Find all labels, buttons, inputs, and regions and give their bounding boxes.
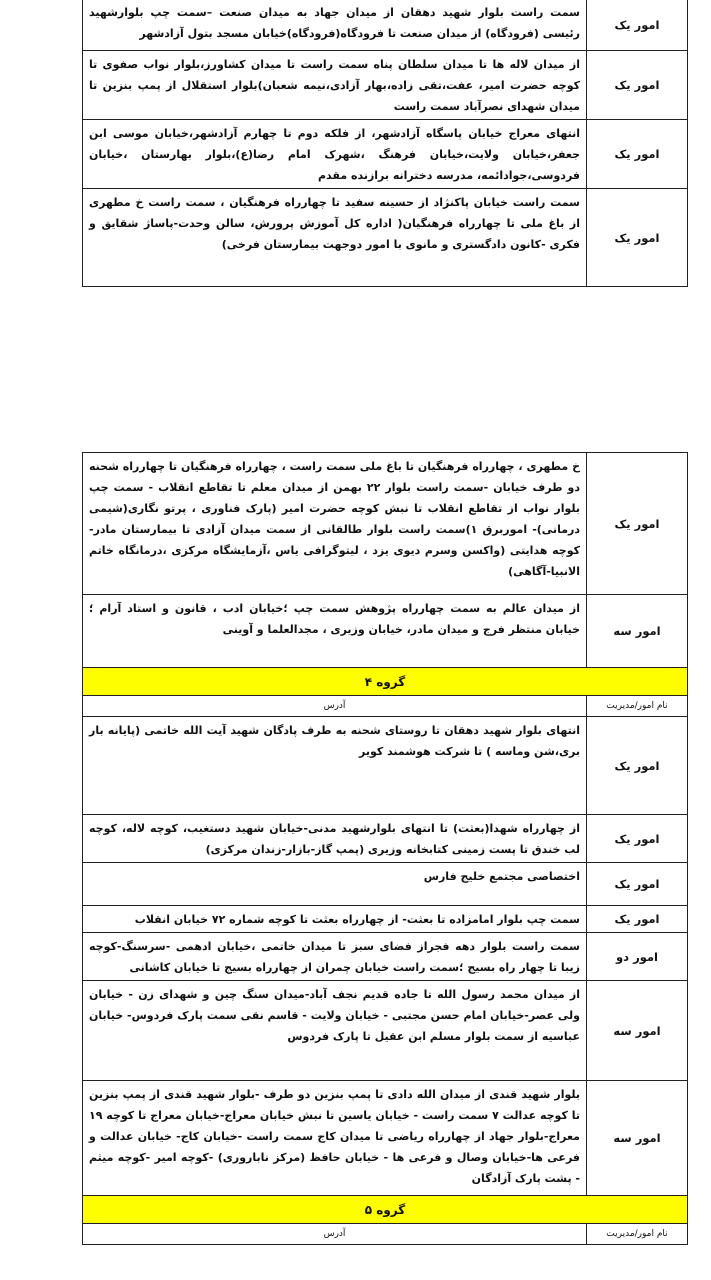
table-row: [83, 0, 688, 51]
outage-table-part-1: [82, 0, 688, 287]
address-cell: سمت راست بلوار شهید دهقان از میدان جهاد به میدان صنعت –سمت چپ بلوارشهید رئیسی (فرودگاه) از میدان صنعت تا فرودگاه(فرودگاه)خیابان مسجد بتول آزادشهر: [83, 0, 587, 51]
address-cell: اختصاصی مجتمع خلیج فارس: [83, 863, 587, 906]
address-cell: از چهارراه شهدا(بعثت) تا انتهای بلوارشهید مدنی-خیابان شهید دستغیب، کوچه لاله، کوچه لب خندق تا پست زمینی کتابخانه وزیری (پمپ گاز-بازار-زندان مرکزی): [83, 815, 587, 863]
outage-table-part-2: [82, 452, 688, 1245]
table-row: [83, 981, 688, 1081]
column-header-row: [83, 1224, 688, 1245]
address-cell: انتهای بلوار شهید دهقان تا روستای شحنه به طرف پادگان شهید آیت الله خاتمی (پایانه بار بری،شن وماسه ) تا شرکت هوشمند کویر: [83, 717, 587, 815]
table-row: [83, 863, 688, 906]
column-header-address: آدرس: [83, 696, 587, 717]
unit-cell: امور یک: [587, 717, 688, 815]
unit-cell: امور سه: [587, 595, 688, 668]
column-header-unit: نام امور/مدیریت: [587, 696, 688, 717]
address-cell: از میدان لاله ها تا میدان سلطان پناه سمت راست تا میدان کشاورز،بلوار نواب صفوی تا کوچه حضرت امیر، عفت،تقی زاده،بهار آزادی،نیمه شعبان)بلوار استقلال از پمپ بنزین تا میدان شهدای نصرآباد سمت راست: [83, 51, 587, 120]
address-cell: سمت راست خیابان پاکنژاد از حسینه سفید تا چهارراه فرهنگیان ، سمت راست خ مطهری از باغ ملی تا چهارراه فرهنگیان( اداره کل آموزش پرورش، سالن وحدت-پاساژ شقایق و فکری -کانون دادگستری و مانوی با امور دوجهت بیمارستان فرخی): [83, 189, 587, 287]
group-5-title: گروه ۵: [83, 1196, 688, 1224]
group-5-header: [83, 1196, 688, 1224]
table-row: [83, 717, 688, 815]
address-cell: از میدان محمد رسول الله تا جاده قدیم نجف آباد-میدان سنگ چین و شهدای زن - خیابان ولی عصر-خیابان امام حسن مجتبی - خیابان ولایت - قاسم نقی سمت پارک فردوس- خیابان عباسیه از سمت بلوار مسلم ابن عقیل تا پارک فردوس: [83, 981, 587, 1081]
address-cell: سمت چپ بلوار امامزاده تا بعثت- از چهارراه بعثت تا کوچه شماره ۷۲ خیابان انقلاب: [83, 906, 587, 933]
address-cell: از میدان عالم به سمت چهارراه پژوهش سمت چپ ؛خیابان ادب ، قانون و استاد آرام ؛خیابان منتظر فرج و میدان مادر، خیابان وزیری ، مجدالعلما و آوینی: [83, 595, 587, 668]
table-row: [83, 595, 688, 668]
column-header-unit: نام امور/مدیریت: [587, 1224, 688, 1245]
address-cell: سمت راست بلوار دهه فجراز فضای سبز تا میدان خاتمی ،خیابان ادهمی -سرسنگ-کوچه زیبا تا چهار راه بسیج ؛سمت راست خیابان چمران از چهارراه بسیج تا خیابان کاشانی: [83, 933, 587, 981]
address-cell: بلوار شهید قندی از میدان الله دادی تا پمپ بنزین دو طرف -بلوار شهید قندی از پمپ بنزین تا کوچه عدالت ۷ سمت راست - خیابان یاسین تا نبش خیابان معراج-خیابان معراج تا کوچه ۱۹ معراج-بلوار جهاد از چهارراه ریاضی تا میدان کاج سمت راست -خیابان کاج- خیابان عدالت و فرعی ها-خیابان وصال و فرعی ها - خیابان حافظ (مرکز ناباروری) -کوچه امیر -کوچه میثم - پشت پارک آزادگان: [83, 1081, 587, 1196]
table-row: [83, 189, 688, 287]
column-header-address: آدرس: [83, 1224, 587, 1245]
unit-cell: امور یک: [587, 51, 688, 120]
unit-cell: امور یک: [587, 453, 688, 595]
unit-cell: امور سه: [587, 981, 688, 1081]
unit-cell: امور یک: [587, 189, 688, 287]
unit-cell: امور سه: [587, 1081, 688, 1196]
unit-cell: امور دو: [587, 933, 688, 981]
table-row: [83, 453, 688, 595]
address-cell: انتهای معراج خیابان پاسگاه آزادشهر، از فلکه دوم تا چهارم آزادشهر،خیابان موسی ابن جعفر،خیابان ولایت،خیابان فرهنگ ،شهرک امام رضا(ع)،بلوار بهارستان ،خیابان فردوسی،جوادائمه، مدرسه دخترانه برازنده مقدم: [83, 120, 587, 189]
table-row: [83, 1081, 688, 1196]
table-row: [83, 51, 688, 120]
unit-cell: امور یک: [587, 120, 688, 189]
group-4-title: گروه ۴: [83, 668, 688, 696]
table-row: [83, 815, 688, 863]
unit-cell: امور یک: [587, 815, 688, 863]
address-cell: خ مطهری ، چهارراه فرهنگیان تا باغ ملی سمت راست ، چهارراه فرهنگیان تا چهارراه شحنه دو طرف خیابان -سمت راست بلوار ۲۲ بهمن از میدان معلم تا تقاطع انقلاب - سمت چپ بلوار نواب از تقاطع انقلاب تا نبش کوچه حضرت امیر (پارک فناوری ، پرتو نگاری(شیمی درمانی)- اموربرق ۱)سمت راست بلوار طالقانی از سمت میدان آزادی تا بیمارستان مادر-کوچه هدایتی (واکسن وسرم دیوی یزد ، لیتوگرافی یاس ،آزمایشگاه مرکزی ،درمانگاه خاتم الانبیا-آگاهی): [83, 453, 587, 595]
table-row: [83, 933, 688, 981]
unit-cell: امور یک: [587, 906, 688, 933]
unit-cell: امور یک: [587, 0, 688, 51]
unit-cell: امور یک: [587, 863, 688, 906]
table-row: [83, 120, 688, 189]
table-row: [83, 906, 688, 933]
column-header-row: [83, 696, 688, 717]
group-4-header: [83, 668, 688, 696]
